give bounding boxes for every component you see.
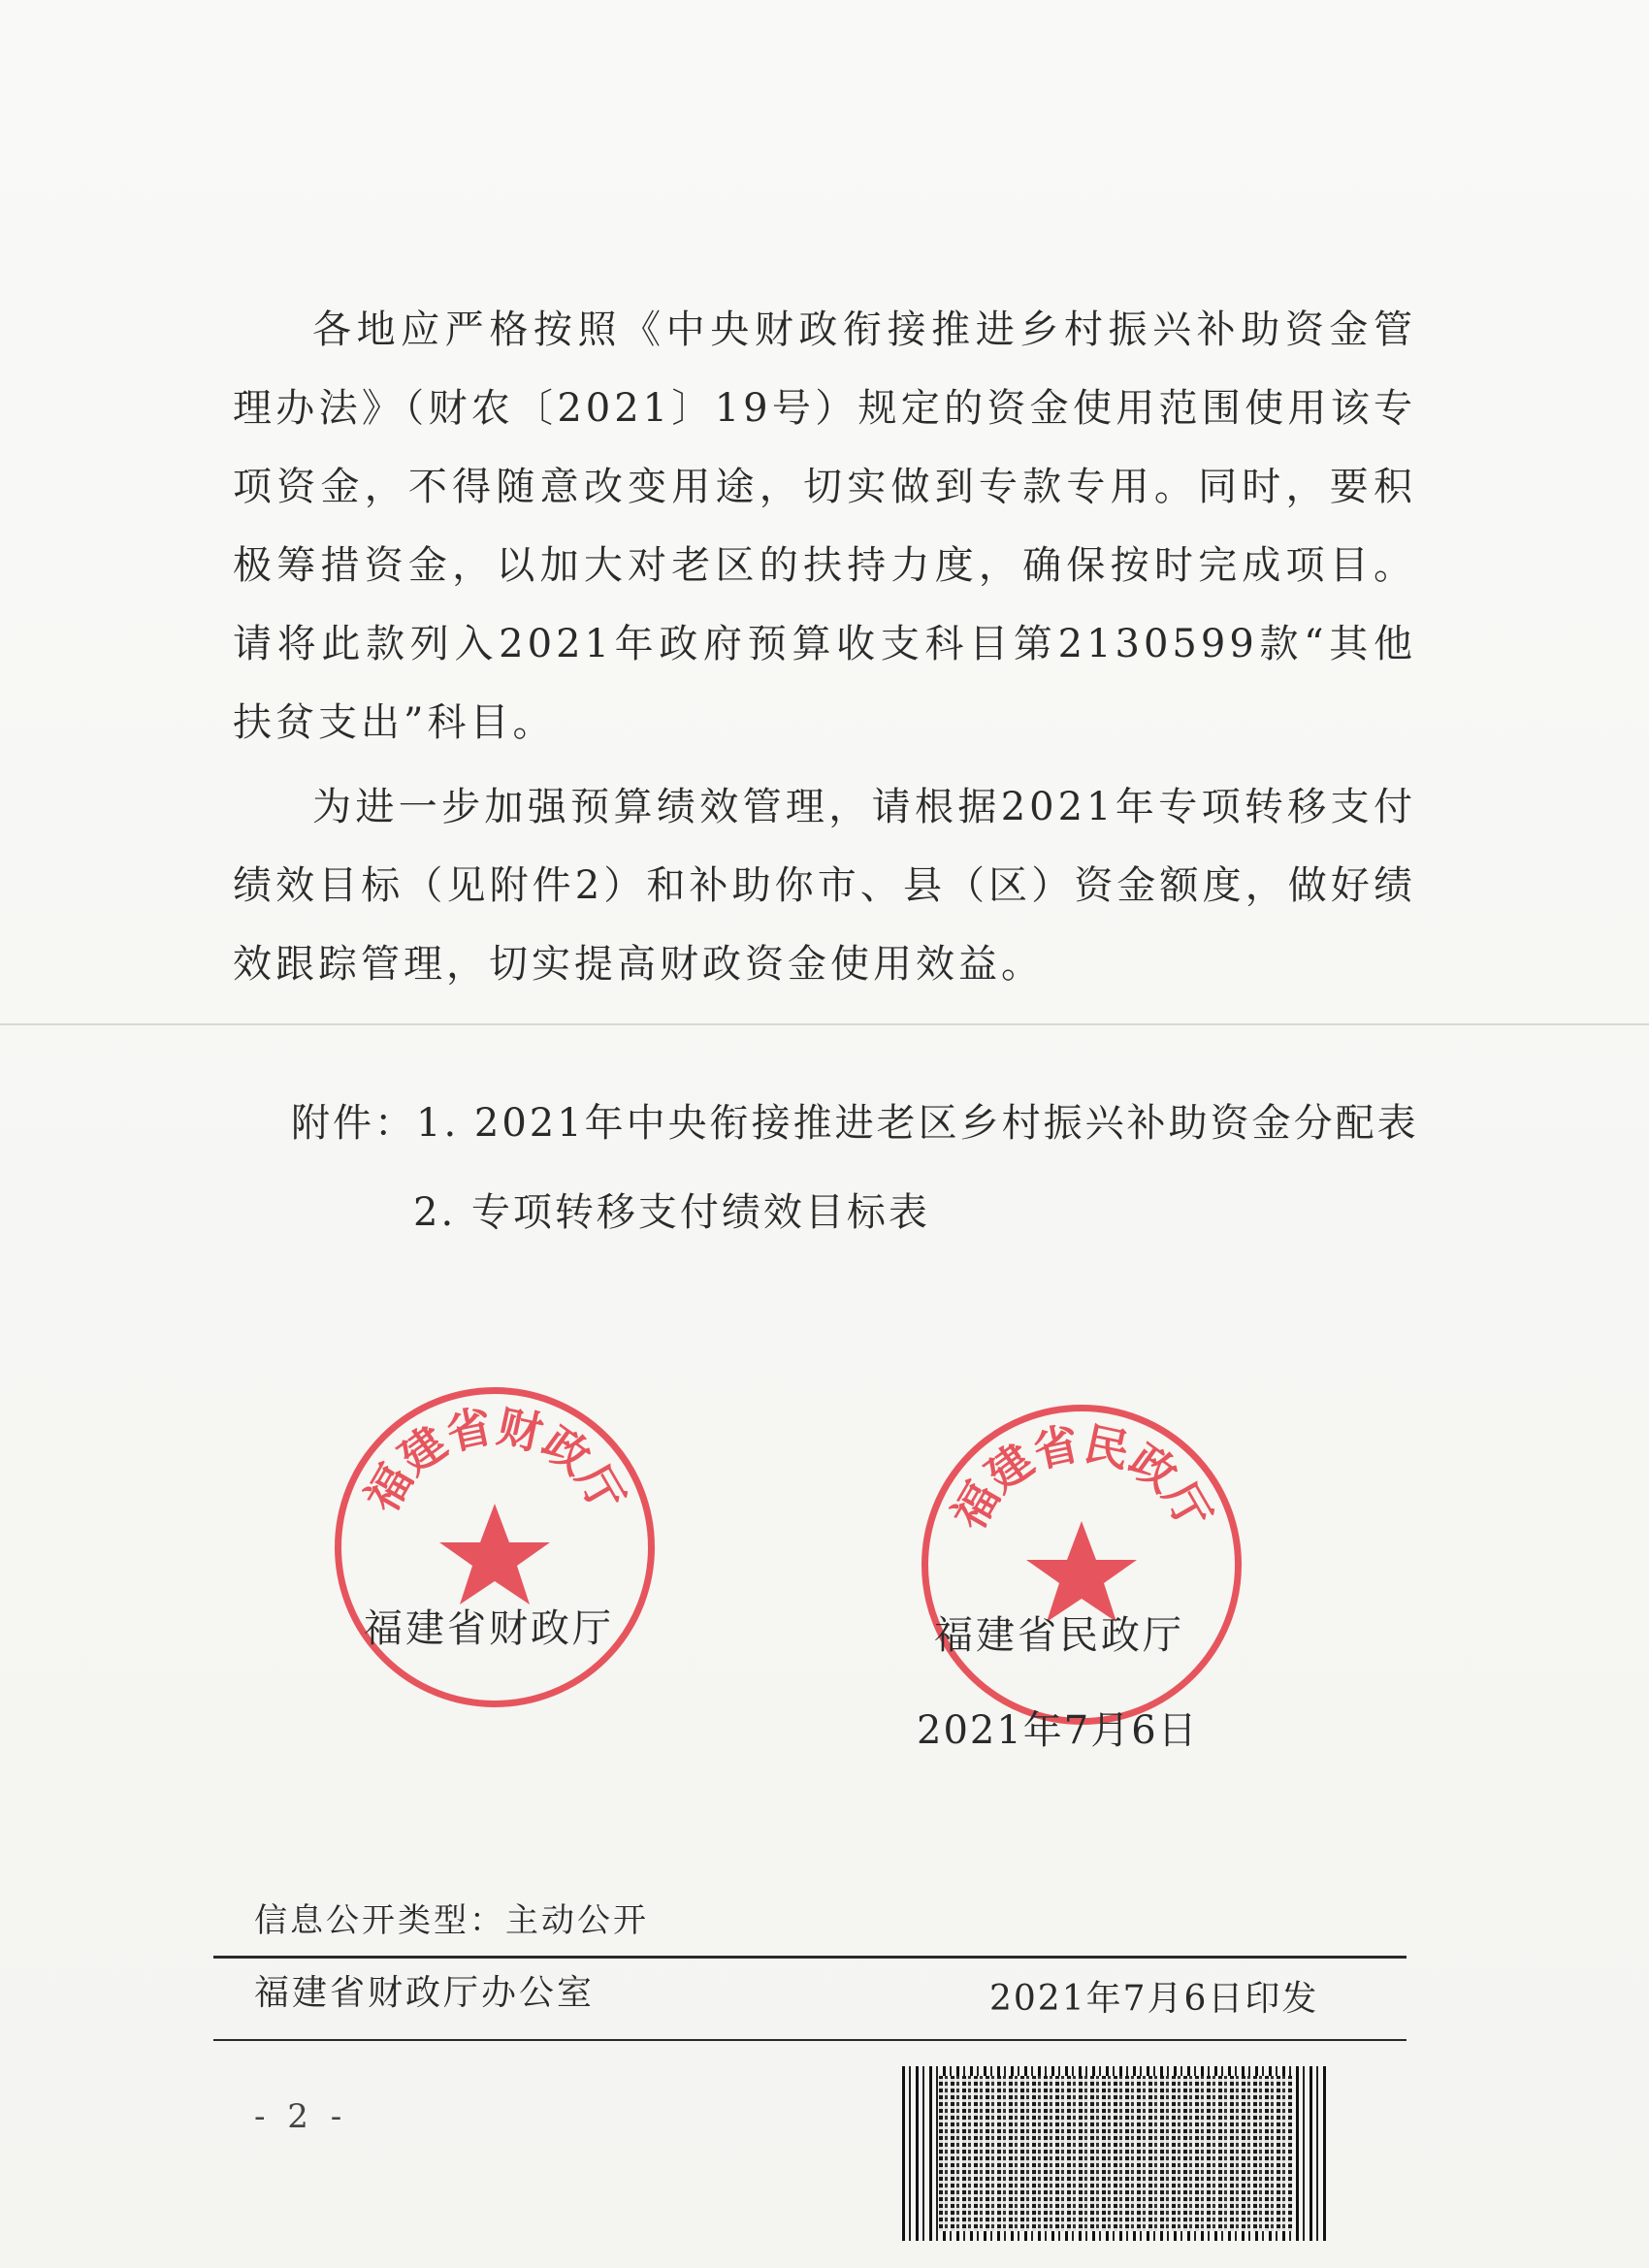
seal-right-text: 福建省民政厅 (942, 1416, 1221, 1539)
printed-date: 2021年7月6日印发 (989, 1979, 1319, 2019)
svg-text:福建省财政厅 (355, 1400, 634, 1521)
info-disclosure-type: 信息公开类型：主动公开 (254, 1901, 649, 1940)
finance-dept-seal (335, 1387, 655, 1707)
seal-left-star (439, 1504, 550, 1604)
svg-text:福建省民政厅 (942, 1417, 1221, 1539)
seal-left-text: 福建省财政厅 (355, 1399, 634, 1521)
signer-finance-dept: 福建省财政厅 (364, 1606, 614, 1651)
signer-civil-affairs-dept: 福建省民政厅 (934, 1613, 1184, 1658)
attachment-item-1: 附件：1. 2021年中央衔接推进老区乡村振兴补助资金分配表 (291, 1101, 1419, 1146)
footer-rule-top (213, 1956, 1406, 1959)
paper-fold-line (0, 1023, 1649, 1025)
body-paragraph-1: 各地应严格按照《中央财政衔接推进乡村振兴补助资金管理办法》（财农〔2021〕19号）规定的资金使用范围使用该专项资金，不得随意改变用途，切实做到专款专用。同时，要积极筹措资金，以加大对老区的扶持力度，确保按时完成项目。请将此款列入2021年政府预算收支科目第2130599款“其他扶贫支出”科目。 (233, 308, 1416, 745)
issuing-office: 福建省财政厅办公室 (254, 1973, 596, 2013)
page-number: - 2 - (254, 2097, 348, 2136)
body-paragraph-2: 为进一步加强预算绩效管理，请根据2021年专项转移支付绩效目标（见附件2）和补助你市、县（区）资金额度，做好绩效跟踪管理，切实提高财政资金使用效益。 (233, 785, 1416, 987)
civil-affairs-dept-seal (922, 1405, 1242, 1725)
barcode-pattern (939, 2076, 1292, 2231)
seal-left-graphic (335, 1387, 655, 1707)
footer-rule-bottom (213, 2039, 1406, 2041)
attachment-item-2: 2. 专项转移支付绩效目标表 (413, 1190, 930, 1235)
seal-right-graphic (922, 1405, 1242, 1725)
issue-date: 2021年7月6日 (917, 1708, 1199, 1753)
document-barcode (902, 2066, 1329, 2241)
